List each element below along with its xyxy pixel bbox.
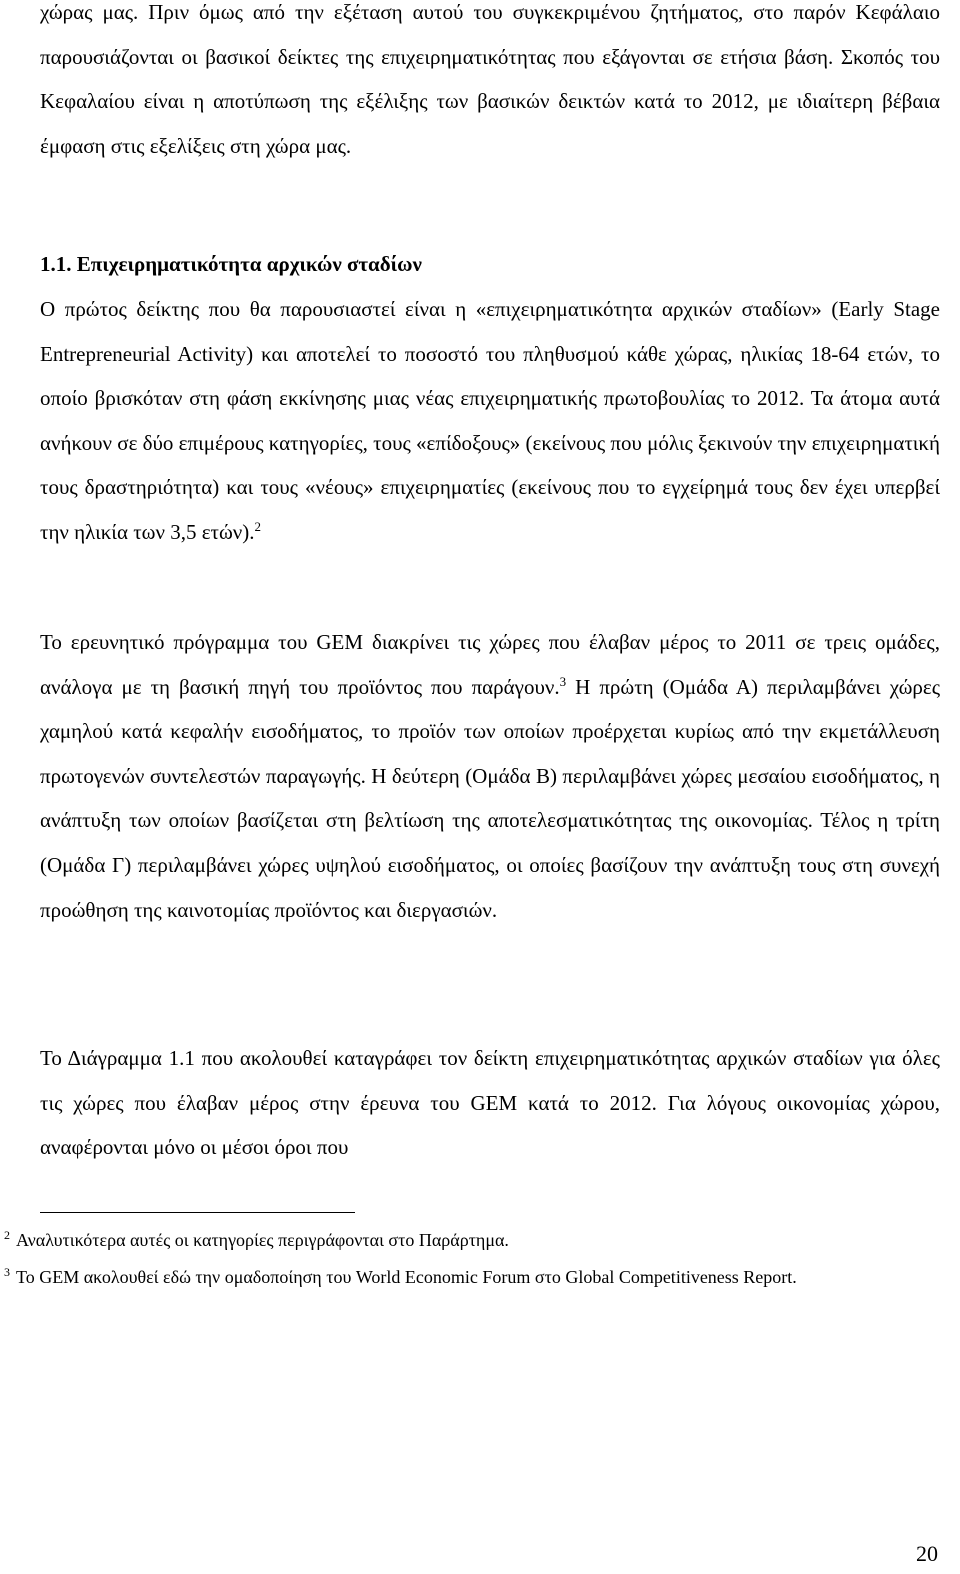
paragraph-country-groups-text	[40, 620, 940, 932]
footnote-2-number: 2	[4, 1228, 10, 1242]
footnote-3-text: Το GEM ακολουθεί εδώ την ομαδοποίηση του World Economic Forum στο Global Competitiveness Report.	[16, 1267, 797, 1287]
footnote-3-number: 3	[4, 1265, 10, 1279]
paragraph-early-stage-text	[40, 287, 940, 555]
intro-paragraph	[40, 0, 940, 168]
footnote-3	[4, 1265, 954, 1289]
footnote-2	[4, 1228, 954, 1252]
footnote-ref-2[interactable]: 2	[254, 518, 262, 534]
footnote-ref-3[interactable]: 3	[559, 673, 567, 689]
page-number: 20	[916, 1541, 938, 1566]
section-heading-text: 1.1. Επιχειρηματικότητα αρχικών σταδίων	[40, 252, 422, 276]
footnote-2-text: Αναλυτικότερα αυτές οι κατηγορίες περιγράφονται στο Παράρτημα.	[16, 1230, 509, 1250]
paragraph-country-groups	[40, 620, 940, 932]
paragraph-diagram-intro-text: Το Διάγραμμα 1.1 που ακολουθεί καταγράφει τον δείκτη επιχειρηματικότητας αρχικών σταδίων για όλες τις χώρες που έλαβαν μέρος στην έρευνα του GEM κατά το 2012. Για λόγους οικονομίας χώρου, αναφέρονται μόνο οι μέσοι όροι που	[40, 1046, 940, 1160]
paragraph-early-stage-body: Ο πρώτος δείκτης που θα παρουσιαστεί είναι η «επιχειρηματικότητα αρχικών σταδίων» (Early Stage Entrepreneurial Activity) και αποτελεί το ποσοστό του πληθυσμού κάθε χώρας, ηλικίας 18-64 ετών, το οποίο βρισκόταν στη φάση εκκίνησης μιας νέας επιχειρηματικής πρωτοβουλίας το 2012. Τα άτομα αυτά ανήκουν σε δύο επιμέρους κατηγορίες, τους «επίδοξους» (εκείνους που μόλις ξεκινούν την επιχειρηματική τους δραστηριότητα) και τους «νέους» επιχειρηματίες (εκείνους που το εγχείρημά τους δεν έχει υπερβεί την ηλικία των 3,5 ετών).	[40, 297, 940, 544]
paragraph-early-stage	[40, 287, 940, 555]
footnote-separator	[40, 1212, 355, 1213]
paragraph-diagram-intro	[40, 1036, 940, 1170]
intro-paragraph-text: χώρας μας. Πριν όμως από την εξέταση αυτού του συγκεκριμένου ζητήματος, στο παρόν Κεφάλαιο παρουσιάζονται οι βασικοί δείκτες της επιχειρηματικότητας που εξάγονται σε ετήσια βάση. Σκοπός του Κεφαλαίου είναι η αποτύπωση της εξέλιξης των βασικών δεικτών κατά το 2012, με ιδιαίτερη βέβαια έμφαση στις εξελίξεις στη χώρα μας.	[40, 0, 940, 158]
section-heading	[40, 242, 940, 287]
paragraph-country-groups-part-b: Η πρώτη (Ομάδα Α) περιλαμβάνει χώρες χαμηλού κατά κεφαλήν εισοδήματος, το προϊόν των οποίων προέρχεται κυρίως από την εκμετάλλευση πρωτογενών συντελεστών παραγωγής. Η δεύτερη (Ομάδα Β) περιλαμβάνει χώρες μεσαίου εισοδήματος, η ανάπτυξη των οποίων βασίζεται στη βελτίωση της αποτελεσματικότητας της οικονομίας. Τέλος η τρίτη (Ομάδα Γ) περιλαμβάνει χώρες υψηλού εισοδήματος, οι οποίες βασίζουν την ανάπτυξη τους στη συνεχή προώθηση της καινοτομίας προϊόντος και διεργασιών.	[40, 674, 941, 922]
paragraph-country-groups-part-a: Το ερευνητικό πρόγραμμα του GEM διακρίνει τις χώρες που έλαβαν μέρος το 2011 σε τρεις ομάδες, ανάλογα με τη βασική πηγή του προϊόντος που παράγουν.	[40, 630, 940, 699]
